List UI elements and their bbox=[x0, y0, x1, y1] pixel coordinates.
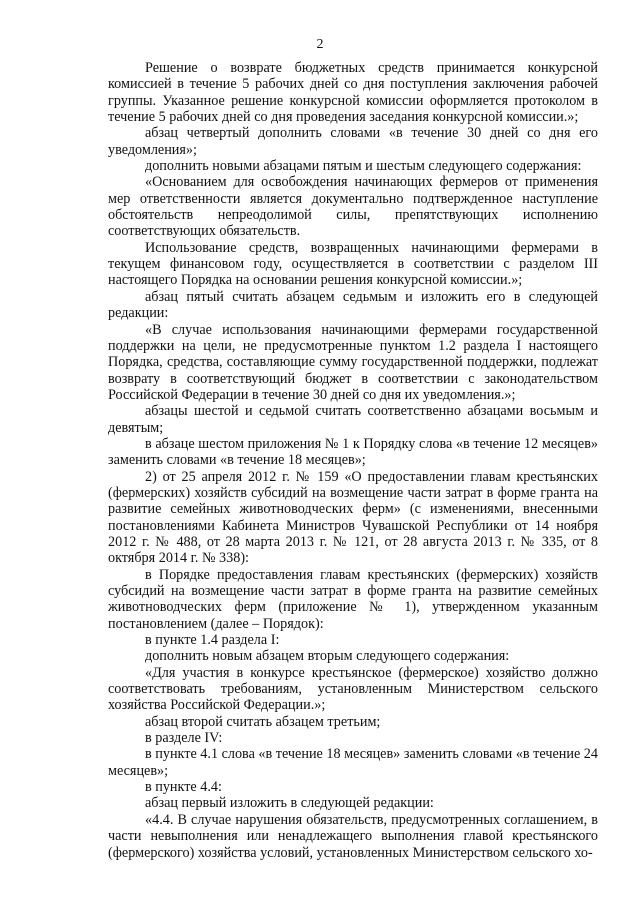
paragraph: абзац четвертый дополнить словами «в течение 30 дней со дня его уведомления»; bbox=[108, 125, 598, 158]
paragraph: «Основанием для освобождения начинающих фермеров от применения мер ответственности является документально подтвержденное наступление обстоятельств непреодолимой силы, препятствующих исполнению соответствующих обязательств. bbox=[108, 174, 598, 240]
paragraph: дополнить новыми абзацами пятым и шестым следующего содержания: bbox=[145, 158, 582, 175]
paragraph: абзац второй считать абзацем третьим; bbox=[145, 713, 381, 730]
paragraph: абзацы шестой и седьмой считать соответственно абзацами восьмым и девятым; bbox=[108, 403, 598, 436]
paragraph: дополнить новым абзацем вторым следующего содержания: bbox=[145, 648, 510, 665]
paragraph: «Для участия в конкурсе крестьянское (фермерское) хозяйство должно соответствовать требованиям, установленным Министерством сельского хозяйства Российской Федерации.»; bbox=[108, 664, 598, 714]
paragraph: Использование средств, возвращенных начинающими фермерами в текущем финансовом году, осуществляется в соответствии с разделом III настоящего Порядка на основании решения конкурсной комиссии.»; bbox=[108, 239, 598, 289]
paragraph: абзац первый изложить в следующей редакции: bbox=[145, 795, 434, 812]
paragraph: 2) от 25 апреля 2012 г. № 159 «О предоставлении главам крестьянских (фермерских) хозяйств субсидий на возмещение части затрат в форме гранта на развитие семейных животноводческих ферм» (с изменениями, внесенными постановлениями Кабинета Министров Чувашской Республики от 14 ноября 2012 г. № 488, от 28 марта 2013 г. № 121, от 28 августа 2013 г. № 335, от 8 октября 2014 г. № 338): bbox=[108, 468, 598, 567]
paragraph: в абзаце шестом приложения № 1 к Порядку слова «в течение 12 месяцев» заменить словами «в течение 18 месяцев»; bbox=[108, 435, 598, 469]
page-number: 2 bbox=[316, 37, 324, 52]
paragraph: «В случае использования начинающими фермерами государственной поддержки на цели, не предусмотренные пунктом 1.2 раздела I настоящего Порядка, средства, составляющие сумму государственной поддержки, подлежат возврату в соответствующий бюджет в соответствии с законодательством Российской Федерации в течение 30 дней со дня их уведомления.»; bbox=[108, 321, 598, 403]
paragraph: «4.4. В случае нарушения обязательств, предусмотренных соглашением, в части невыполнения или ненадлежащего выполнения главой крестьянского (фермерского) хозяйства условий, установленных Министерством сельского хо- bbox=[108, 811, 598, 861]
paragraph: в пункте 1.4 раздела I: bbox=[145, 632, 280, 649]
paragraph: абзац пятый считать абзацем седьмым и изложить его в следующей редакции: bbox=[108, 288, 598, 322]
paragraph: в Порядке предоставления главам крестьянских (фермерских) хозяйств субсидий на возмещение части затрат в форме гранта на развитие семейных животноводческих ферм (приложение № 1), утвержденном указанным постановлением (далее – Порядок): bbox=[108, 566, 598, 632]
document-body bbox=[108, 60, 598, 861]
paragraph: в пункте 4.4: bbox=[145, 779, 222, 796]
paragraph: Решение о возврате бюджетных средств принимается конкурсной комиссией в течение 5 рабочих дней со дня поступления заключения рабочей группы. Указанное решение конкурсной комиссии оформляется протоколом в течение 5 рабочих дней со дня проведения заседания конкурсной комиссии.»; bbox=[108, 60, 598, 126]
paragraph: в разделе IV: bbox=[145, 730, 223, 747]
paragraph: в пункте 4.1 слова «в течение 18 месяцев» заменить словами «в течение 24 месяцев»; bbox=[108, 746, 598, 779]
